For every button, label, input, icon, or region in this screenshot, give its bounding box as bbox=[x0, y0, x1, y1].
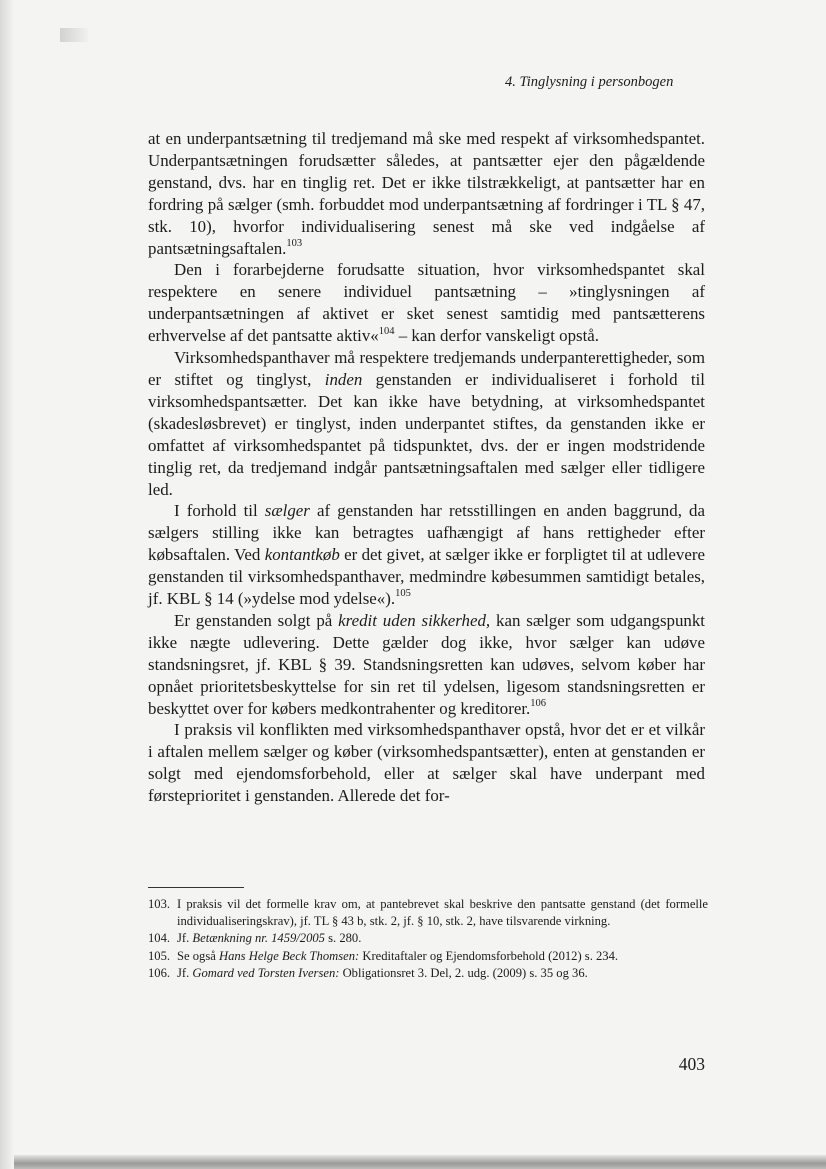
text-run: s. 280. bbox=[324, 931, 362, 946]
running-header: 4. Tinglysning i personbogen bbox=[505, 74, 674, 90]
footnote-text bbox=[177, 896, 708, 930]
paragraph bbox=[148, 259, 705, 347]
footnote bbox=[148, 930, 708, 947]
footnote-reference: 105 bbox=[395, 588, 411, 600]
page-left-edge bbox=[0, 0, 14, 1169]
text-run: Virksomhedspanthaver må respektere tredjemands underpanterettigheder, som er stiftet og tinglyst, bbox=[148, 348, 705, 389]
text-run: at en underpantsætning til tredjemand må ske med respekt af virksomhedspantet. Underpantsætningen forudsætter således, at pantsætter ejer den pågældende genstand, dvs. har en tinglig ret. Det er ikke tilstrækkeligt, at pantsætter har en fordring på sælger (smh. forbuddet mod underpantsætning af fordringer i TL § 47, stk. 10), hvorfor individualisering senest må ske ved indgåelse af pantsætningsaftalen. bbox=[148, 129, 705, 258]
scan-artifact bbox=[60, 28, 88, 42]
text-run: af genstanden har retsstillingen en anden baggrund, da sælgers stilling ikke kan betragtes uafhængigt af hans rettigheder efter købsaftalen. Ved bbox=[148, 501, 705, 565]
italic-text: kontantkøb bbox=[264, 545, 340, 565]
footnote bbox=[148, 948, 708, 965]
italic-text: Gomard ved Torsten Iversen: bbox=[192, 965, 340, 980]
text-run: kan sælger som udgangspunkt ikke nægte udlevering. Dette gælder dog ikke, hvor sælger kan udøve standsningsret, jf. KBL § 39. Standsningsretten kan udøves, selvom køber har opnået prioritetsbeskyttelse for sin ret til ydelsen, ligesom standsningsretten er beskyttet over for købers medkontrahenter og kreditorer. bbox=[148, 610, 706, 718]
text-run: Er genstanden solgt på bbox=[174, 610, 339, 630]
body-text bbox=[148, 128, 705, 807]
text-run: Den i forarbejderne forudsatte situation, hvor virksomhedspantet skal respektere en senere individuel pantsætning – »tinglysningen af underpantsætningen af aktivet er sket senest samtidig med pantsætterens erhvervelse af det pantsatte aktiv« bbox=[148, 260, 705, 346]
footnote-text bbox=[177, 965, 708, 982]
footnote bbox=[148, 896, 708, 930]
footnote-reference: 103 bbox=[286, 237, 303, 249]
footnote-divider bbox=[148, 887, 244, 888]
page-bottom-edge bbox=[14, 1155, 826, 1169]
footnote-number: 103. bbox=[148, 897, 171, 911]
footnote-number: 105. bbox=[148, 948, 171, 963]
text-run: Jf. bbox=[177, 931, 193, 946]
italic-text: kredit uden sikkerhed, bbox=[338, 610, 491, 630]
text-run: genstanden er individualiseret i forhold til virksomhedspantsætter. Det kan ikke have betydning, at virksomhedspantet (skadesløsbrevet) er tinglyst, inden underpantet stiftes, da genstanden ikke er omfattet af virksomhedspantet på tidspunktet, dvs. der er ingen modstridende tinglig ret, da tredjemand indgår pantsætningsaftalen med sælger eller tidligere led. bbox=[148, 369, 705, 499]
paragraph bbox=[148, 610, 705, 720]
footnote-reference: 106 bbox=[530, 697, 547, 709]
footnote-number: 104. bbox=[148, 931, 171, 946]
paragraph bbox=[148, 500, 705, 610]
text-run: – kan derfor vanskeligt opstå. bbox=[394, 326, 600, 346]
text-run: I forhold til bbox=[174, 501, 265, 521]
text-run: Obligationsret 3. Del, 2. udg. (2009) s. 35 og 36. bbox=[339, 965, 588, 980]
text-run: I praksis vil det formelle krav om, at pantebrevet skal beskrive den pantsatte genstand (det formelle individualiseringskrav), jf. TL § 43 b, stk. 2, jf. § 10, stk. 2, have tilsvarende virkning. bbox=[177, 897, 708, 929]
footnote-text bbox=[177, 930, 708, 947]
text-run: I praksis vil konflikten med virksomhedspanthaver opstå, hvor det er et vilkår i aftalen mellem sælger og køber (virksomhedspantsætter), enten at genstanden er solgt med ejendomsforbehold, eller at sælger skal have underpant med førsteprioritet i genstanden. Allerede det for- bbox=[148, 720, 705, 806]
paragraph bbox=[148, 719, 705, 807]
text-run: er det givet, at sælger ikke er forpligtet til at udlevere genstanden til virksomhedspanthaver, medmindre købesummen samtidigt betales, jf. KBL § 14 (»ydelse mod ydelse«). bbox=[148, 545, 705, 609]
footnotes bbox=[148, 896, 708, 982]
page-number: 403 bbox=[678, 1054, 705, 1074]
footnote-reference: 104 bbox=[378, 325, 395, 337]
text-run: Kreditaftaler og Ejendomsforbehold (2012) s. 234. bbox=[359, 948, 619, 963]
italic-text: Betænkning nr. 1459/2005 bbox=[192, 931, 325, 946]
paragraph bbox=[148, 347, 705, 500]
footnote-number: 106. bbox=[148, 965, 171, 980]
text-run: Se også bbox=[177, 948, 219, 963]
paragraph bbox=[148, 128, 705, 259]
italic-text: sælger bbox=[264, 501, 310, 521]
text-run: Jf. bbox=[177, 965, 193, 980]
footnote-text bbox=[177, 948, 708, 965]
italic-text: Hans Helge Beck Thomsen: bbox=[218, 948, 360, 963]
italic-text: inden bbox=[324, 369, 363, 389]
footnote bbox=[148, 965, 708, 982]
